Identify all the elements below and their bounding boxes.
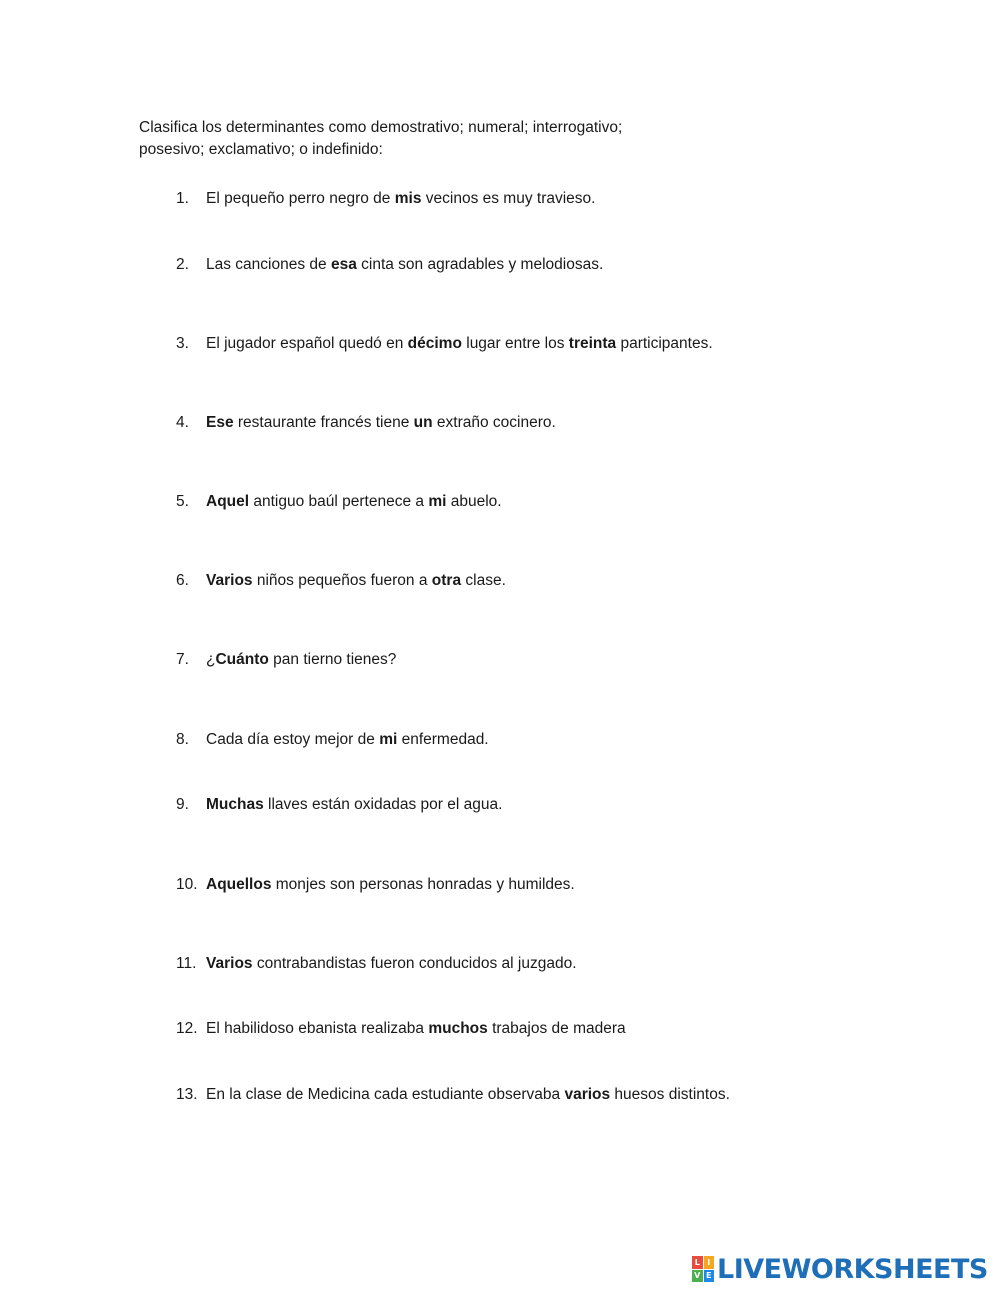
determinant-word: Muchas (206, 796, 264, 813)
badge-letter: E (704, 1270, 715, 1283)
item-sentence (206, 1084, 730, 1106)
instructions-line-2: posesivo; exclamativo; o indefinido: (139, 141, 383, 158)
sentence-fragment: lugar entre los (461, 335, 569, 352)
sentence-fragment: El habilidoso ebanista realizaba (206, 1020, 429, 1037)
determinant-word: décimo (407, 335, 462, 352)
determinant-word: varios (564, 1086, 611, 1103)
logo-text: LIVEWORKSHEETS (717, 1253, 988, 1285)
item-sentence (206, 729, 489, 751)
badge-letter: L (692, 1256, 703, 1269)
determinant-word: muchos (428, 1020, 488, 1037)
item-number: 8. (176, 731, 189, 748)
item-number: 11. (176, 955, 197, 972)
determinant-word: Ese (206, 414, 234, 431)
item-number: 6. (176, 572, 189, 589)
sentence-fragment: pan tierno tienes? (268, 651, 397, 668)
sentence-fragment: Las canciones de (206, 256, 331, 273)
item-number: 2. (176, 256, 189, 273)
instructions-line-1: Clasifica los determinantes como demostrativo; numeral; interrogativo; (139, 119, 623, 136)
item-number: 3. (176, 335, 189, 352)
determinant-word: Aquellos (206, 876, 272, 893)
item-sentence (206, 570, 506, 592)
determinant-word: mis (394, 190, 422, 207)
sentence-fragment: Cada día estoy mejor de (206, 731, 380, 748)
item-sentence (206, 794, 502, 816)
sentence-fragment: extraño cocinero. (432, 414, 556, 431)
sentence-fragment: enfermedad. (397, 731, 489, 748)
item-number: 12. (176, 1020, 198, 1037)
determinant-word: Cuánto (215, 651, 269, 668)
sentence-fragment: monjes son personas honradas y humildes. (271, 876, 575, 893)
liveworksheets-logo (692, 1254, 988, 1284)
item-number: 7. (176, 651, 189, 668)
item-number: 10. (176, 876, 198, 893)
sentence-fragment: huesos distintos. (610, 1086, 730, 1103)
item-number: 9. (176, 796, 189, 813)
item-sentence (206, 953, 577, 975)
sentence-fragment: participantes. (616, 335, 713, 352)
determinant-word: Varios (206, 955, 253, 972)
instructions (139, 117, 699, 161)
sentence-fragment: niños pequeños fueron a (252, 572, 432, 589)
badge-letter: V (692, 1270, 703, 1283)
sentence-fragment: antiguo baúl pertenece a (249, 493, 429, 510)
determinant-word: Aquel (206, 493, 250, 510)
determinant-word: Varios (206, 572, 253, 589)
determinant-word: otra (431, 572, 462, 589)
sentence-fragment: clase. (461, 572, 506, 589)
item-number: 13. (176, 1086, 198, 1103)
sentence-fragment: trabajos de madera (487, 1020, 626, 1037)
determinant-word: mi (379, 731, 398, 748)
determinant-word: esa (330, 256, 357, 273)
live-badge-icon (692, 1256, 714, 1282)
item-sentence (206, 333, 713, 355)
sentence-fragment: cinta son agradables y melodiosas. (356, 256, 604, 273)
sentence-fragment: En la clase de Medicina cada estudiante observaba (206, 1086, 565, 1103)
item-sentence (206, 874, 575, 896)
item-sentence (206, 188, 595, 210)
sentence-fragment: abuelo. (446, 493, 502, 510)
item-number: 5. (176, 493, 189, 510)
sentence-fragment: El pequeño perro negro de (206, 190, 395, 207)
determinant-word: un (413, 414, 433, 431)
item-number: 4. (176, 414, 189, 431)
determinant-word: mi (428, 493, 447, 510)
sentence-fragment: ¿ (206, 651, 216, 668)
sentence-fragment: contrabandistas fueron conducidos al juzgado. (252, 955, 577, 972)
item-sentence (206, 491, 502, 513)
item-number: 1. (176, 190, 189, 207)
item-sentence (206, 412, 556, 434)
sentence-fragment: restaurante francés tiene (233, 414, 414, 431)
badge-letter: I (704, 1256, 715, 1269)
sentence-fragment: vecinos es muy travieso. (421, 190, 596, 207)
item-sentence (206, 1018, 626, 1040)
sentence-fragment: llaves están oxidadas por el agua. (263, 796, 503, 813)
item-sentence (206, 649, 396, 671)
sentence-fragment: El jugador español quedó en (206, 335, 408, 352)
determinant-word: treinta (568, 335, 617, 352)
item-sentence (206, 254, 603, 276)
